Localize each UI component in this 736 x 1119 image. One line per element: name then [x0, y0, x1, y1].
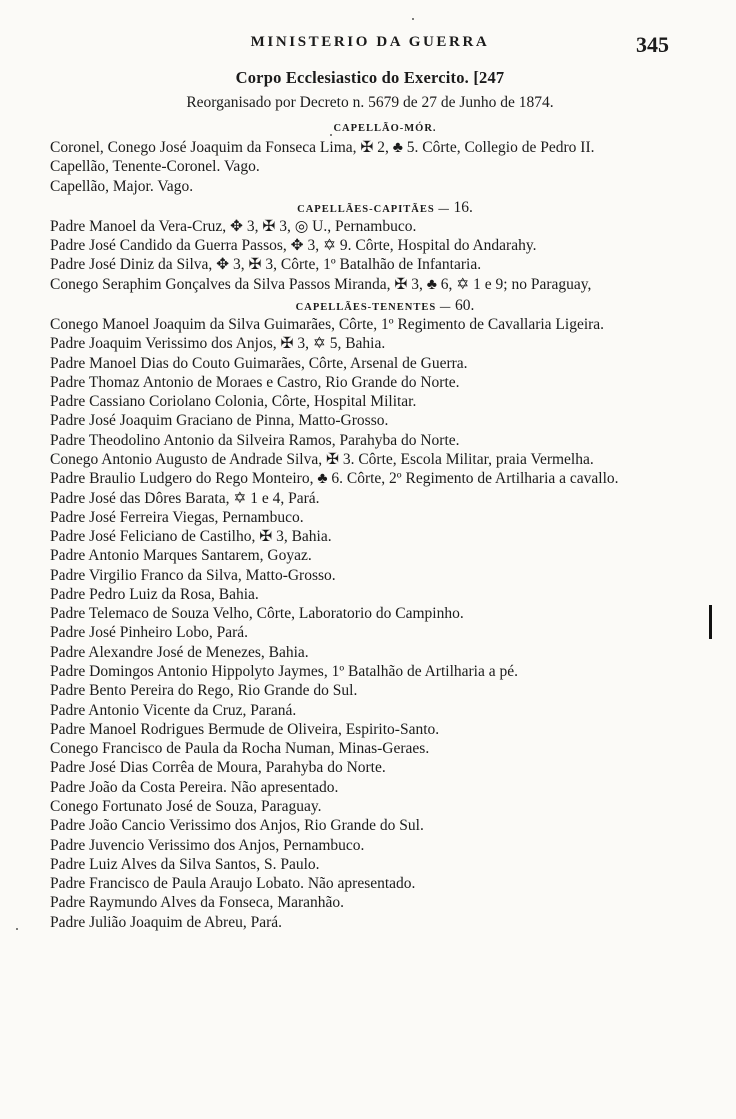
roster-entry: Padre José Ferreira Viegas, Pernambuco. — [50, 508, 304, 526]
roster-entry: Padre Juvencio Verissimo dos Anjos, Pernambuco. — [50, 836, 365, 854]
roster-entry: Conego Seraphim Gonçalves da Silva Passos Miranda, ✠ 3, ♣ 6, ✡ 1 e 9; no Paraguay, — [50, 275, 592, 293]
roster-entry: Coronel, Conego José Joaquim da Fonseca Lima, ✠ 2, ♣ 5. Côrte, Collegio de Pedro II. — [50, 139, 595, 156]
roster-entry: Conego Fortunato José de Souza, Paraguay. — [50, 798, 322, 815]
print-speck — [412, 18, 414, 20]
group-heading-label: CAPELLÃES-CAPITÃES — — [297, 203, 450, 215]
roster-entry: Padre Antonio Vicente da Cruz, Paraná. — [50, 701, 297, 719]
roster-entry: Padre José Diniz da Silva, ✥ 3, ✠ 3, Côrte, 1º Batalhão de Infantaria. — [50, 256, 482, 274]
roster-entry: Padre João da Costa Pereira. Não apresentado. — [50, 778, 339, 796]
roster-entry: Capellão, Major. Vago. — [50, 177, 194, 195]
roster-entry: Padre José das Dôres Barata, ✡ 1 e 4, Pará. — [50, 489, 320, 507]
roster-entry: Padre Julião Joaquim de Abreu, Pará. — [50, 913, 283, 931]
roster-entry: Padre Manoel Rodrigues Bermude de Oliveira, Espirito-Santo. — [50, 720, 440, 738]
section-title: Corpo Ecclesiastico do Exercito. [247 — [235, 68, 505, 87]
roster-entry: Padre Manoel da Vera-Cruz, ✥ 3, ✠ 3, ◎ U., Pernambuco. — [50, 217, 417, 235]
group-heading-label: CAPELLÃES-TENENTES — — [295, 301, 452, 313]
roster-entry: Padre Thomaz Antonio de Moraes e Castro, Rio Grande do Norte. — [50, 373, 460, 391]
group-count: 60. — [454, 296, 475, 314]
roster-entry: Conego Francisco de Paula da Rocha Numan, Minas-Geraes. — [50, 740, 430, 758]
print-speck — [16, 928, 18, 930]
group-heading — [90, 197, 680, 218]
group-count: 16. — [453, 198, 473, 216]
roster-entry: Padre Telemaco de Souza Velho, Côrte, Laboratorio do Campinho. — [50, 605, 464, 623]
roster-entry: Padre José Dias Corrêa de Moura, Parahyba do Norte. — [50, 759, 386, 777]
running-head — [0, 34, 736, 60]
roster-entry: Padre João Cancio Verissimo dos Anjos, Rio Grande do Sul. — [50, 817, 424, 835]
roster-entry: Padre Joaquim Verissimo dos Anjos, ✠ 3, ✡ 5, Bahia. — [50, 335, 386, 353]
roster-entry: Padre Antonio Marques Santarem, Goyaz. — [50, 547, 312, 565]
roster-entry: Padre José Pinheiro Lobo, Pará. — [50, 624, 249, 642]
margin-mark — [709, 605, 712, 639]
roster-entry: Conego Antonio Augusto de Andrade Silva, ✠ 3. Côrte, Escola Militar, praia Vermelha. — [50, 450, 594, 468]
entry-list — [50, 118, 680, 933]
roster-entry: Padre Domingos Antonio Hippolyto Jaymes, 1º Batalhão de Artilharia a pé. — [50, 663, 519, 681]
roster-entry: Padre Alexandre José de Menezes, Bahia. — [50, 643, 309, 661]
group-heading — [90, 118, 680, 139]
roster-entry: Padre Manoel Dias do Couto Guimarães, Côrte, Arsenal de Guerra. — [50, 354, 468, 372]
running-title: MINISTERIO DA GUERRA — [250, 34, 490, 50]
decree-line: Reorganisado por Decreto n. 5679 de 27 de Junho de 1874. — [186, 94, 554, 111]
group-heading-label: CAPELLÃO-MÓR. — [333, 123, 437, 134]
roster-entry: Padre Braulio Ludgero do Rego Monteiro, ♣ 6. Côrte, 2º Regimento de Artilharia a cavallo. — [50, 470, 619, 488]
roster-entry: Padre José Joaquim Graciano de Pinna, Matto-Grosso. — [50, 412, 389, 430]
roster-entry: Conego Manoel Joaquim da Silva Guimarães, Côrte, 1º Regimento de Cavallaria Ligeira. — [50, 315, 605, 333]
roster-entry: Padre Cassiano Coriolano Colonia, Côrte, Hospital Militar. — [50, 393, 417, 411]
roster-entry: Padre Luiz Alves da Silva Santos, S. Paulo. — [50, 855, 320, 873]
roster-entry: Padre José Feliciano de Castilho, ✠ 3, Bahia. — [50, 528, 332, 546]
roster-entry: Padre Pedro Luiz da Rosa, Bahia. — [50, 585, 259, 603]
group-heading — [90, 295, 680, 316]
roster-entry: Padre Francisco de Paula Araujo Lobato. Não apresentado. — [50, 875, 416, 893]
roster-entry: Padre Virgilio Franco da Silva, Matto-Grosso. — [50, 566, 336, 584]
page-number: 345 — [636, 32, 669, 57]
roster-entry: Capellão, Tenente-Coronel. Vago. — [50, 158, 260, 176]
roster-entry: Padre José Candido da Guerra Passos, ✥ 3, ✡ 9. Côrte, Hospital do Andarahy. — [50, 237, 537, 255]
print-speck — [330, 134, 332, 136]
roster-entry: Padre Bento Pereira do Rego, Rio Grande do Sul. — [50, 682, 358, 700]
roster-entry: Padre Raymundo Alves da Fonseca, Maranhão. — [50, 894, 345, 912]
roster-entry: Padre Theodolino Antonio da Silveira Ramos, Parahyba do Norte. — [50, 431, 460, 449]
